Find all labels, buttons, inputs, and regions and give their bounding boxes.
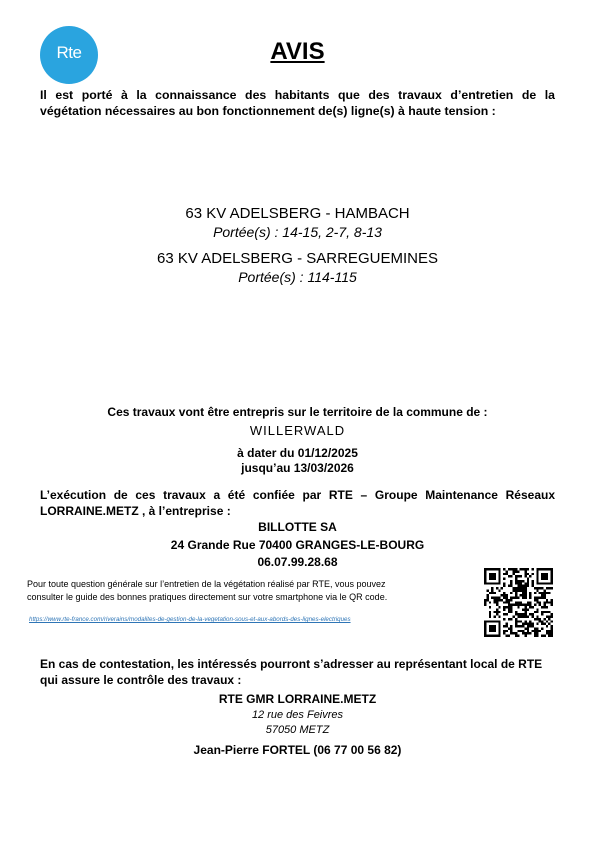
company-address: 24 Grande Rue 70400 GRANGES-LE-BOURG <box>170 538 425 552</box>
company-phone: 06.07.99.28.68 <box>257 555 338 569</box>
contestation-line-1: En cas de contestation, les intéressés pourront s’adresser au représentant local de RTE <box>40 657 543 671</box>
rte-logo-text: Rte <box>56 43 82 62</box>
page-title: AVIS <box>270 38 325 65</box>
execution-line-1: L’exécution de ces travaux a été confiée par RTE – Groupe Maintenance Réseaux <box>40 488 555 502</box>
intro-line-1: Il est porté à la connaissance des habitants que des travaux d’entretien de la <box>40 88 555 102</box>
qr-info-line-1: Pour toute question générale sur l’entretien de la végétation réalisé par RTE, vous pouvez <box>27 579 386 589</box>
rep-contact: Jean-Pierre FORTEL (06 77 00 56 82) <box>193 743 402 757</box>
execution-text <box>40 488 555 519</box>
line-1-name: 63 KV ADELSBERG - HAMBACH <box>185 205 410 222</box>
qr-info-line-2: consulter le guide des bonnes pratiques directement sur votre smartphone via le QR code. <box>27 591 388 602</box>
end-date: jusqu’au 13/03/2026 <box>241 461 354 475</box>
intro-text <box>40 88 555 119</box>
contestation-text <box>40 657 560 688</box>
contestation-line-2: qui assure le contrôle des travaux : <box>40 672 242 687</box>
company-name: BILLOTTE SA <box>258 520 337 534</box>
line-1-portees: Portée(s) : 14-15, 2-7, 8-13 <box>213 224 382 240</box>
line-2-portees: Portée(s) : 114-115 <box>238 269 357 285</box>
vegetation-guide-link[interactable]: https://www.rte-france.com/riverains/modalites-de-gestion-de-la-vegetation-sous-et-aux-abords-des-lignes-electriques <box>29 616 351 623</box>
qr-code-icon[interactable] <box>484 568 553 637</box>
intro-line-2: végétation nécessaires au bon fonctionnement de(s) ligne(s) à haute tension : <box>40 103 496 118</box>
start-date: à dater du 01/12/2025 <box>237 446 358 460</box>
line-2-name: 63 KV ADELSBERG - SARREGUEMINES <box>157 250 438 267</box>
rep-city: 57050 METZ <box>265 724 330 736</box>
qr-info-text <box>27 578 470 603</box>
territory-intro: Ces travaux vont être entrepris sur le territoire de la commune de : <box>107 405 488 419</box>
rep-street: 12 rue des Feivres <box>251 709 344 721</box>
execution-line-2: LORRAINE.METZ , à l’entreprise : <box>40 503 231 518</box>
commune-name: WILLERWALD <box>249 423 346 438</box>
rep-org: RTE GMR LORRAINE.METZ <box>218 692 377 706</box>
